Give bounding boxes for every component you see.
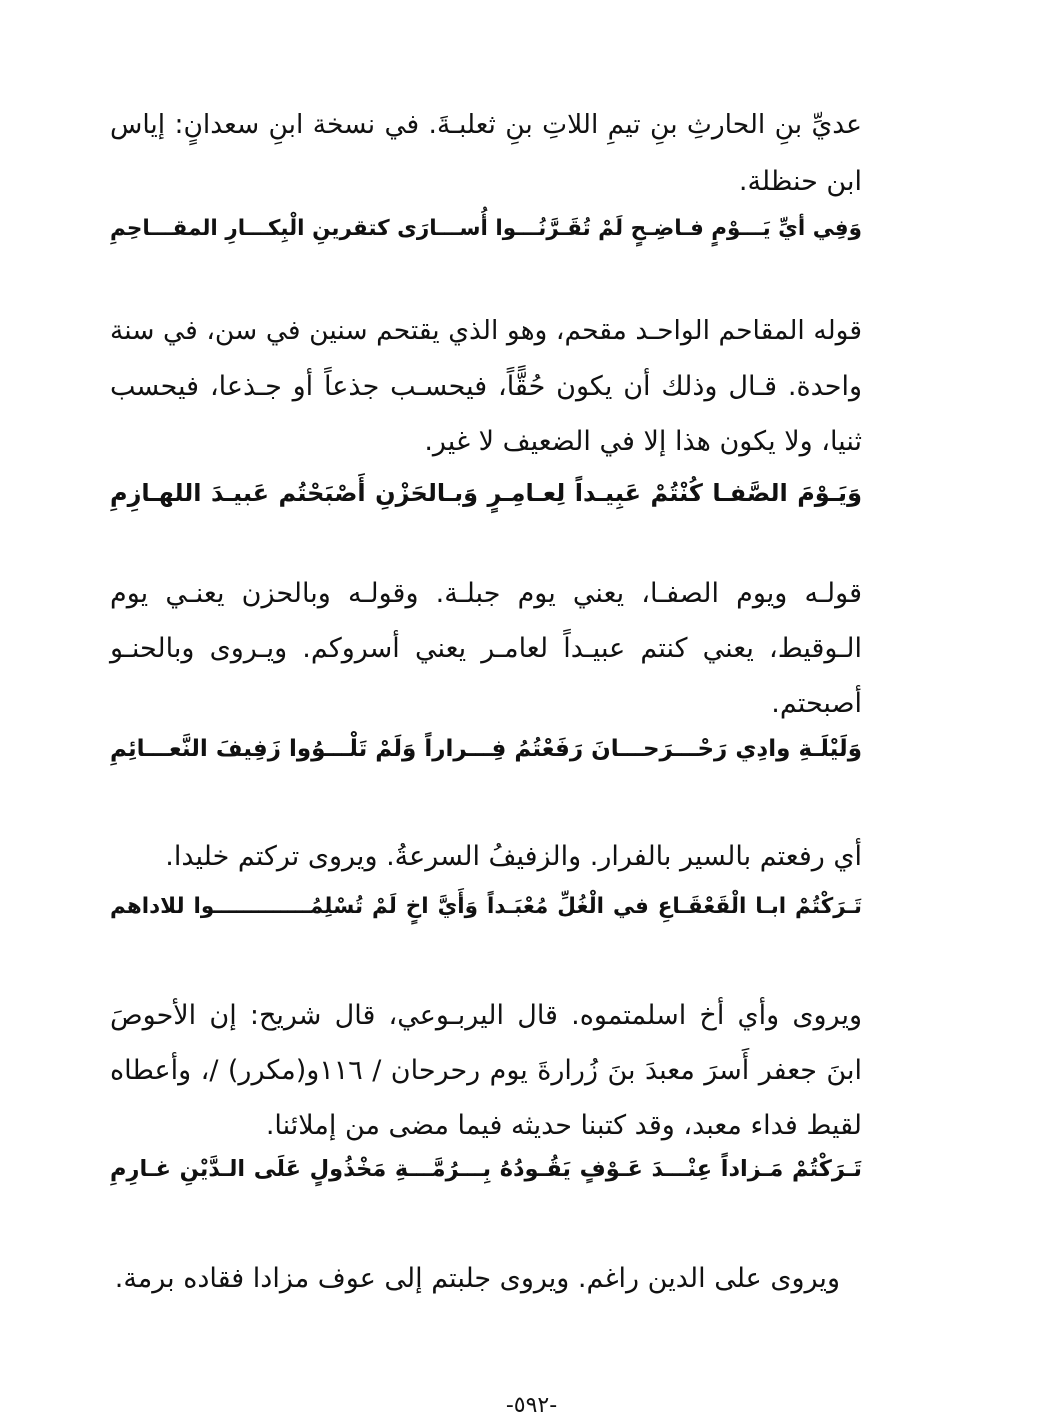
verse-line-2: وَيَـوْمَ الصَّفـا كُنْتُمْ عَبِيـداً لِعـامِـرٍ وَبـالحَزْنِ أَصْبَحْتُم عَبيـدَ اللهـازِمِ	[110, 479, 862, 507]
verse-line-1: وَفِي أيِّ يَـــوْمٍ فـاضِـحٍ لَمْ تُقَـرَّنُـــوا أُســـارَى كتقرينِ الْبِكـــارِ المقـــاحِمِ	[110, 216, 862, 241]
prose-line: أصبحتم.	[771, 688, 862, 719]
verse-line-3: وَلَيْلَـةِ وادِي رَحْـــرَحـــانَ رَفَعْتُمُ فِـــراراً وَلَمْ تَلْـــوُوا زَفِيفَ النَّعـــائِمِ	[110, 736, 862, 762]
prose-line: قولـه ويوم الصفـا، يعني يوم جبلـة. وقولـه وبالحزن يعنـي يوم	[110, 578, 862, 609]
prose-paragraph-5	[110, 1002, 862, 1142]
prose-line: ثنيا، ولا يكون هذا إلا في الضعيف لا غير.	[424, 426, 862, 457]
verse-line-4: تَـرَكْتُمْ ابـا الْقَعْقَـاعِ في الْغُلِّ مُعْبَـداً وَأَيَّ اخٍ لَمْ تُسْلِمُـــــــــــــوا للاداهم	[110, 894, 862, 919]
page-number: -٥٩٢-	[505, 1393, 558, 1418]
prose-line: ويروى على الدين راغم. ويروى جلبتم إلى عوف مزادا فقاده برمة.	[114, 1263, 840, 1294]
prose-paragraph-2	[110, 315, 862, 458]
prose-line: الـوقيط، يعني كنتم عبيـداً لعامـر يعني أسروكم. ويـروى وبالحنـو	[110, 633, 862, 664]
prose-paragraph-1	[110, 109, 862, 198]
prose-paragraph-6	[110, 1265, 862, 1295]
prose-paragraph-4	[110, 843, 862, 873]
verse-line-5: تَـرَكْتُمْ مَـزاداً عِنْـــدَ عَـوْفٍ يَقُـودُهُ بِـــرُمَّـــةِ مَخْذُولٍ عَلَى الـدَّيْنِ غـارِمِ	[110, 1156, 862, 1182]
prose-line: ابن حنظلة.	[738, 166, 862, 197]
prose-line: واحدة. قـال وذلك أن يكون حُقًّاً، فيحسـب جذعاً أو جـذعا، فيحسب	[110, 371, 862, 402]
prose-line: ويروى وأي أخ اسلمتموه. قال اليربـوعي، قال شريح: إن الأحوصَ	[110, 1000, 862, 1031]
prose-line: قوله المقاحم الواحـد مقحم، وهو الذي يقتحم سنين في سن، في سنة	[110, 315, 862, 346]
prose-paragraph-3	[110, 580, 862, 720]
prose-line: ابنَ جعفر أَسرَ معبدَ بنَ زُرارةَ يوم رحرحان / ١١٦و(مكرر) /، وأعطاه	[110, 1055, 862, 1086]
prose-line: أي رفعتم بالسير بالفرار. والزفيفُ السرعةُ. ويروى تركتم خليدا.	[165, 841, 862, 872]
prose-line: عديِّ بنِ الحارثِ بنِ تيمِ اللاتِ بنِ ثعلبـةَ. في نسخة ابنِ سعدانٍ: إياس	[110, 109, 862, 140]
prose-line: لقيط فداء معبد، وقد كتبنا حديثه فيما مضى من إملائنا.	[265, 1110, 862, 1141]
